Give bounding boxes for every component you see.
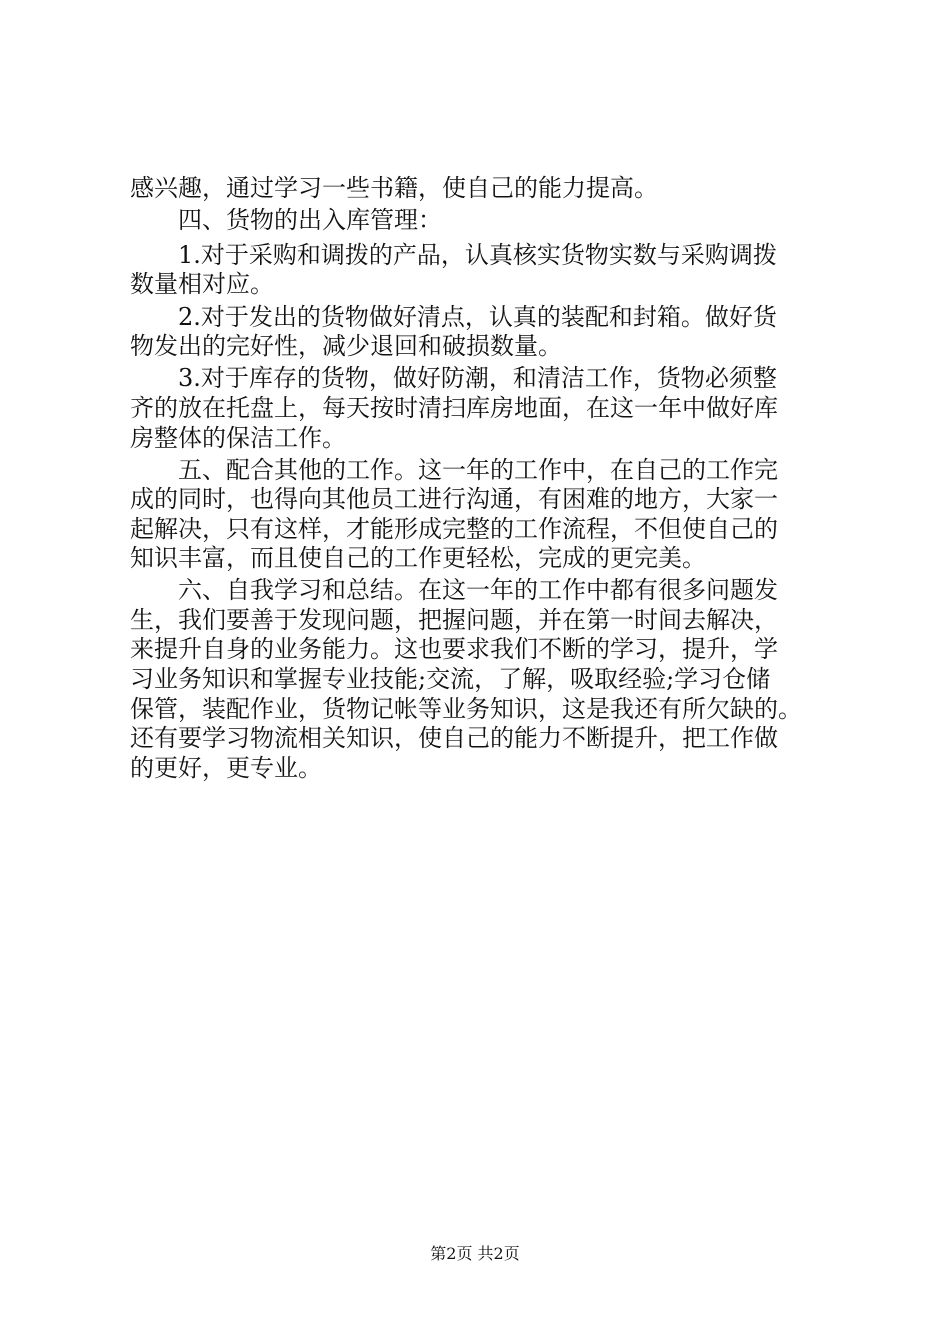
text-line: 1.对于采购和调拨的产品，认真核实货物实数与采购调拨 bbox=[178, 241, 777, 269]
text-line: 数量相对应。 bbox=[130, 270, 274, 298]
text-line: 生，我们要善于发现问题，把握问题，并在第一时间去解决， bbox=[130, 606, 778, 634]
text-line: 习业务知识和掌握专业技能;交流，了解，吸取经验;学习仓储 bbox=[130, 665, 771, 693]
text-line: 的更好，更专业。 bbox=[130, 754, 322, 782]
page-footer: 第2页 共2页 bbox=[430, 1244, 520, 1263]
text-line: 物发出的完好性，减少退回和破损数量。 bbox=[130, 332, 562, 360]
text-line: 六、自我学习和总结。在这一年的工作中都有很多问题发 bbox=[178, 576, 778, 604]
text-line: 感兴趣，通过学习一些书籍，使自己的能力提高。 bbox=[130, 174, 658, 202]
text-line: 成的同时，也得向其他员工进行沟通，有困难的地方，大家一 bbox=[130, 485, 778, 513]
text-line: 保管，装配作业，货物记帐等业务知识，这是我还有所欠缺的。 bbox=[130, 695, 802, 723]
text-line: 3.对于库存的货物，做好防潮，和清洁工作，货物必须整 bbox=[178, 364, 777, 392]
text-line: 房整体的保洁工作。 bbox=[130, 424, 346, 452]
text-line: 五、配合其他的工作。这一年的工作中，在自己的工作完 bbox=[178, 456, 778, 484]
text-line: 还有要学习物流相关知识，使自己的能力不断提升，把工作做 bbox=[130, 724, 778, 752]
text-line: 知识丰富，而且使自己的工作更轻松，完成的更完美。 bbox=[130, 544, 706, 572]
text-line: 齐的放在托盘上，每天按时清扫库房地面，在这一年中做好库 bbox=[130, 394, 778, 422]
section-heading: 四、货物的出入库管理： bbox=[178, 206, 442, 234]
text-line: 来提升自身的业务能力。这也要求我们不断的学习，提升，学 bbox=[130, 635, 778, 663]
text-line: 2.对于发出的货物做好清点，认真的装配和封箱。做好货 bbox=[178, 303, 777, 331]
text-line: 起解决，只有这样，才能形成完整的工作流程，不但使自己的 bbox=[130, 515, 778, 543]
